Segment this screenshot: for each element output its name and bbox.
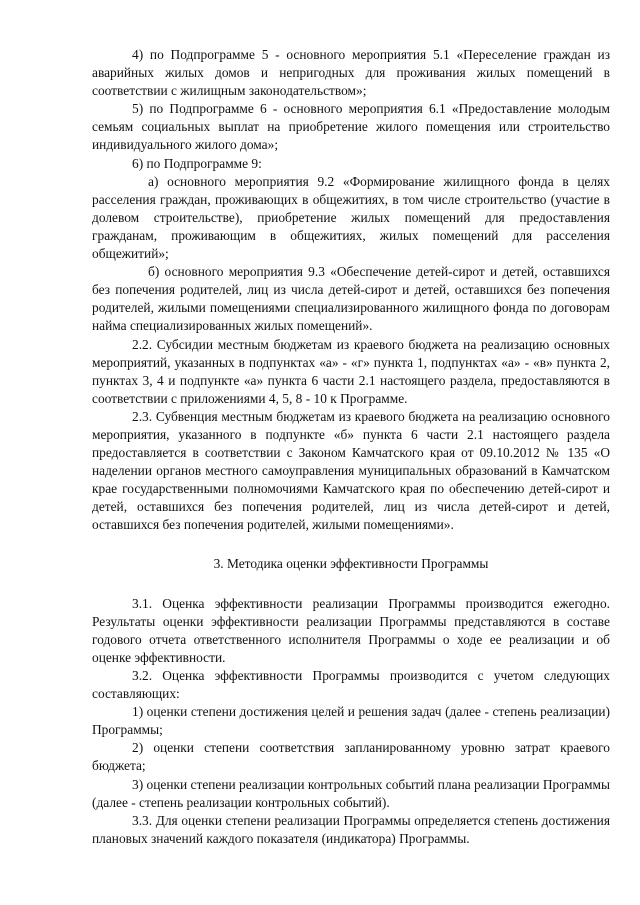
paragraph-item-5: 5) по Подпрограмме 6 - основного мероприятия 6.1 «Предоставление молодым семьям социальных выплат на приобретение жилого помещения или строительство индивидуального жилого дома»; xyxy=(92,101,610,153)
paragraph-item-4: 4) по Подпрограмме 5 - основного мероприятия 5.1 «Переселение граждан из аварийных жилых домов и непригодных для проживания жилых помещений в соответствии с жилищным законодательством»; xyxy=(92,47,610,99)
document-body xyxy=(92,46,610,848)
paragraph-2-3: 2.3. Субвенция местным бюджетам из краевого бюджета на реализацию основного мероприятия, указанного в подпункте «б» пункта 6 части 2.1 настоящего раздела предоставляется в соответствии с Законом Камчатского края от 09.10.2012 № 135 «О наделении органов местного самоуправления муниципальных образований в Камчатском крае государственными полномочиями Камчатского края по обеспечению детей-сирот и детей, оставшихся без попечения родителей, лиц из числа детей-сирот и детей, оставшихся без попечения родителей, жилыми помещениями». xyxy=(92,408,610,533)
paragraph-3-1: 3.1. Оценка эффективности реализации Программы производится ежегодно. Результаты оценки эффективности реализации Программы представляются в составе годового отчета ответственного исполнителя Программы о ходе ее реализации и об оценке эффективности. xyxy=(92,595,610,665)
list-item-1: 1) оценки степени достижения целей и решения задач (далее - степень реализации) Программы; xyxy=(92,704,610,738)
list-item-3: 3) оценки степени реализации контрольных событий плана реализации Программы (далее - степень реализации контрольных событий). xyxy=(92,776,610,810)
paragraph-3-2: 3.2. Оценка эффективности Программы производится с учетом следующих составляющих: xyxy=(92,668,610,702)
paragraph-2-2: 2.2. Субсидии местным бюджетам из краевого бюджета на реализацию основных мероприятий, указанных в подпунктах «а» - «г» пункта 1, подпунктах «а» - «в» пункта 2, пунктах 3, 4 и подпункте «а» пункта 6 части 2.1 настоящего раздела, предоставляются в соответствии с приложениями 4, 5, 8 - 10 к Программе. xyxy=(92,336,610,406)
paragraph-subitem-b: б) основного мероприятия 9.3 «Обеспечение детей-сирот и детей, оставшихся без попечения родителей, лиц из числа детей-сирот и детей, оставшихся без попечения родителей, жилыми помещениями специализированного жилищного фонда по договорам найма специализированных жилых помещений». xyxy=(92,264,610,334)
paragraph-subitem-a: а) основного мероприятия 9.2 «Формирование жилищного фонда в целях расселения граждан, проживающих в общежитиях, в том числе строительство (участие в долевом строительстве), приобретение жилых помещений для предоставления гражданам, проживающим в общежитиях, жилых помещений для расселения общежитий»; xyxy=(92,173,610,262)
paragraph-item-6: 6) по Подпрограмме 9: xyxy=(132,155,262,171)
list-item-2: 2) оценки степени соответствия запланированному уровню затрат краевого бюджета; xyxy=(92,740,610,774)
section-heading: 3. Методика оценки эффективности Программы xyxy=(213,555,489,571)
paragraph-3-3: 3.3. Для оценки степени реализации Программы определяется степень достижения плановых значений каждого показателя (индикатора) Программы. xyxy=(92,812,610,846)
